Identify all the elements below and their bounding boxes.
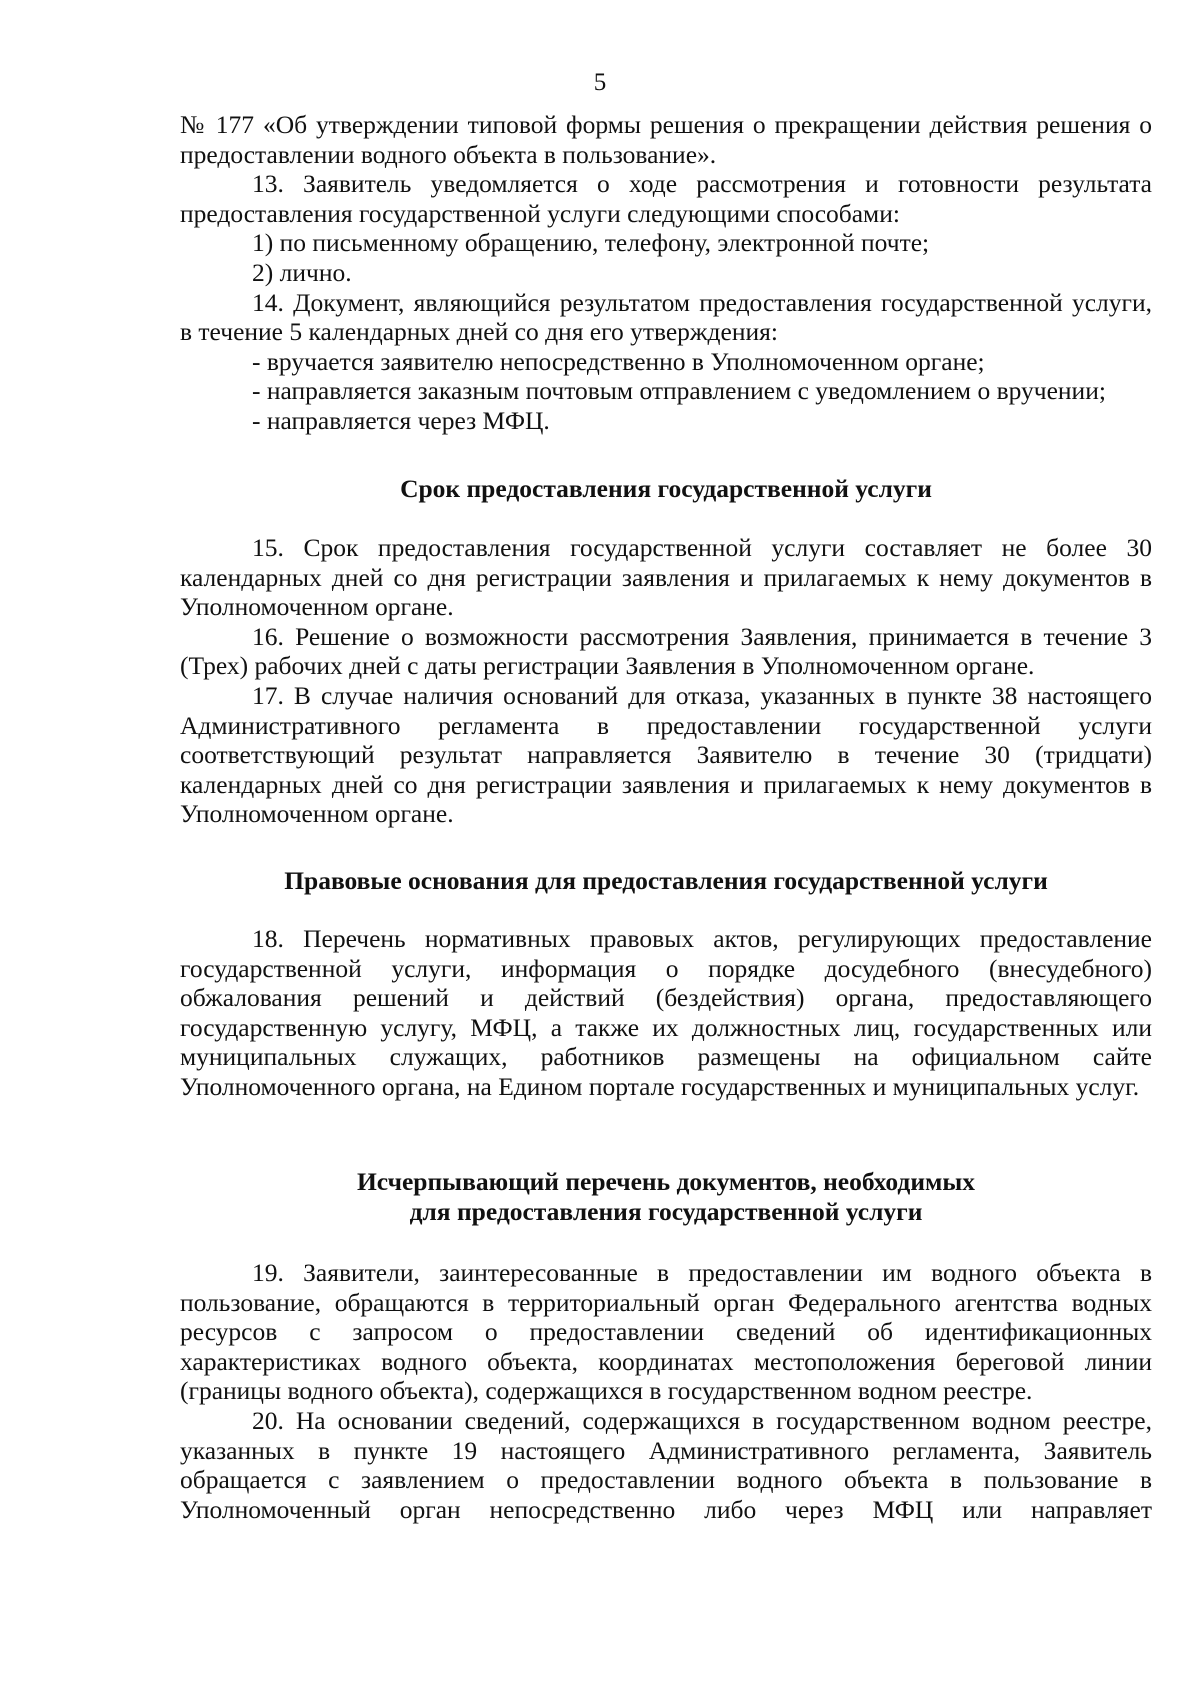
paragraph-19: 19. Заявители, заинтересованные в предоставлении им водного объекта в пользование, обращаются в территориальный орган Федерального агентства водных ресурсов с запросом о предоставлении сведений об идентификационных характеристиках водного объекта, координатах местоположения береговой линии (границы водного объекта), содержащихся в государственном водном реестре. xyxy=(180,1258,1152,1406)
heading-documents-list xyxy=(180,1167,1152,1227)
paragraph-13-item-1: 1) по письменному обращению, телефону, электронной почте; xyxy=(252,228,930,258)
heading-documents-list-line-1: Исчерпывающий перечень документов, необходимых xyxy=(356,1167,976,1196)
paragraph-14-item-3: - направляется через МФЦ. xyxy=(252,405,550,435)
paragraph-14-item-2: - направляется заказным почтовым отправлением с уведомлением о вручении; xyxy=(252,376,1106,406)
paragraph-17: 17. В случае наличия оснований для отказа, указанных в пункте 38 настоящего Административного регламента в предоставлении государственной услуги соответствующий результат направляется Заявителю в течение 30 (тридцати) календарных дней со дня регистрации заявления и прилагаемых к нему документов в Уполномоченном органе. xyxy=(180,680,1152,829)
heading-service-term: Срок предоставления государственной услуги xyxy=(400,474,932,503)
paragraph-13-item-2: 2) лично. xyxy=(252,257,352,287)
section-notification xyxy=(180,110,1152,436)
page-number: 5 xyxy=(593,69,607,96)
paragraph-13: 13. Заявитель уведомляется о ходе рассмотрения и готовности результата предоставления государственной услуги следующими способами: xyxy=(180,169,1152,228)
section-legal-basis xyxy=(180,924,1152,1102)
paragraph-intro: № 177 «Об утверждении типовой формы решения о прекращении действия решения о предоставлении водного объекта в пользование». xyxy=(180,110,1152,169)
paragraph-16: 16. Решение о возможности рассмотрения Заявления, принимается в течение 3 (Трех) рабочих дней с даты регистрации Заявления в Уполномоченном органе. xyxy=(180,621,1152,681)
section-service-term xyxy=(180,533,1152,829)
heading-legal-basis: Правовые основания для предоставления государственной услуги xyxy=(284,866,1048,895)
paragraph-18: 18. Перечень нормативных правовых актов, регулирующих предоставление государственной услуги, информация о порядке досудебного (внесудебного) обжалования решений и действий (бездействия) органа, предоставляющего государственную услугу, МФЦ, а также их должностных лиц, государственных или муниципальных служащих, работников размещены на официальном сайте Уполномоченного органа, на Едином портале государственных и муниципальных услуг. xyxy=(180,924,1152,1101)
section-documents-list xyxy=(180,1258,1152,1524)
paragraph-20: 20. На основании сведений, содержащихся в государственном водном реестре, указанных в пункте 19 настоящего Административного регламента, Заявитель обращается с заявлением о предоставлении водного объекта в пользование в Уполномоченный орган непосредственно либо через МФЦ или направляет xyxy=(180,1405,1152,1524)
paragraph-14-item-1: - вручается заявителю непосредственно в Уполномоченном органе; xyxy=(252,346,985,376)
paragraph-14: 14. Документ, являющийся результатом предоставления государственной услуги, в течение 5 календарных дней со дня его утверждения: xyxy=(180,287,1152,347)
paragraph-15: 15. Срок предоставления государственной услуги составляет не более 30 календарных дней со дня регистрации заявления и прилагаемых к нему документов в Уполномоченном органе. xyxy=(180,533,1152,622)
heading-documents-list-line-2: для предоставления государственной услуги xyxy=(409,1197,923,1226)
